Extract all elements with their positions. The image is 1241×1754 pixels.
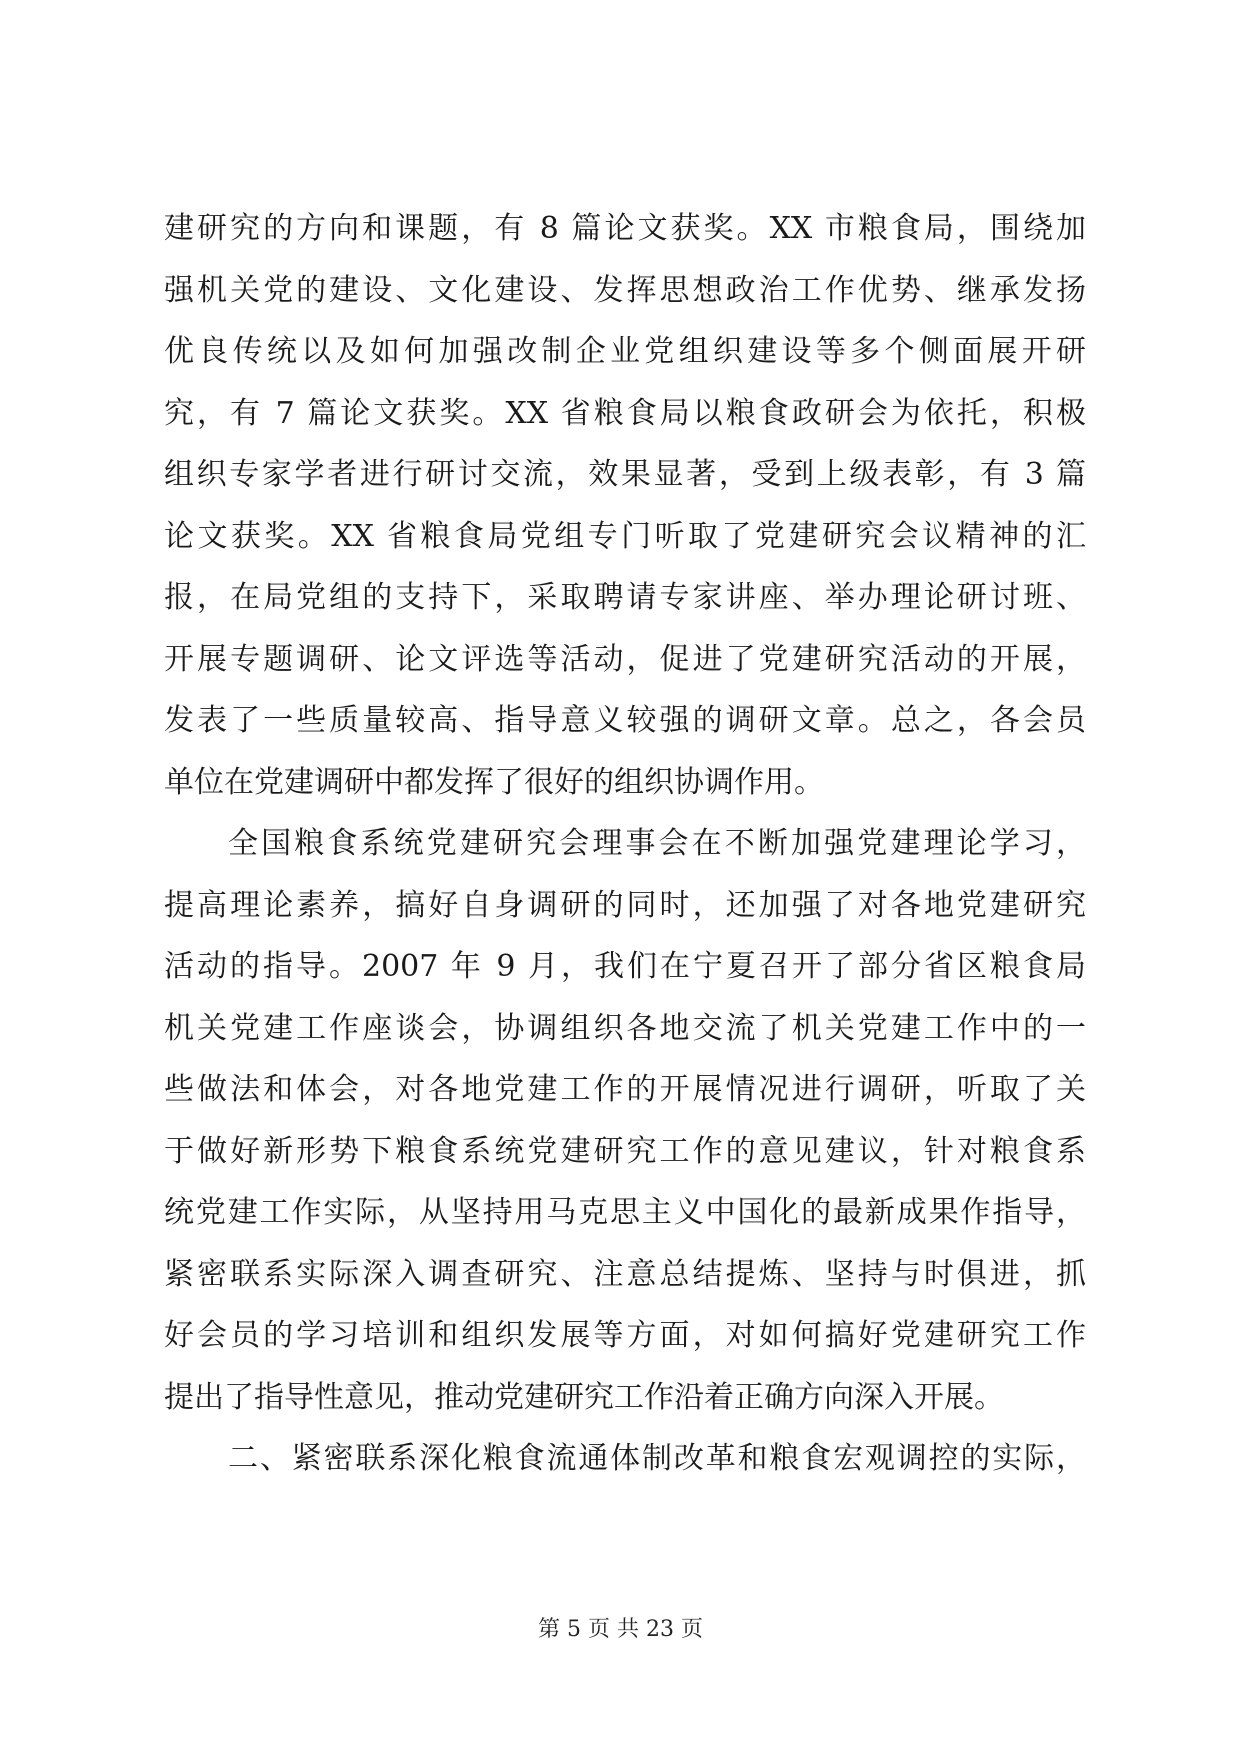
document-body [164, 198, 1086, 1490]
text-line: 究，有 7 篇论文获奖。XX 省粮食局以粮食政研会为依托，积极 [164, 395, 1086, 431]
text-line: 机关党建工作座谈会，协调组织各地交流了机关党建工作中的一 [164, 1010, 1086, 1046]
text-line: 提高理论素养，搞好自身调研的同时，还加强了对各地党建研究 [164, 887, 1086, 923]
text-line: 优良传统以及如何加强改制企业党组织建设等多个侧面展开研 [164, 334, 1086, 369]
paragraph-1 [164, 198, 1086, 813]
text-line: 好会员的学习培训和组织发展等方面，对如何搞好党建研究工作 [164, 1318, 1086, 1353]
text-line: 开展专题调研、论文评选等活动，促进了党建研究活动的开展， [164, 641, 1086, 677]
section-heading-line: 二、紧密联系深化粮食流通体制改革和粮食宏观调控的实际， [228, 1441, 1086, 1476]
text-line: 建研究的方向和课题，有 8 篇论文获奖。XX 市粮食局，围绕加 [164, 211, 1086, 246]
paragraph-2 [164, 813, 1086, 1428]
text-line: 提出了指导性意见，推动党建研究工作沿着正确方向深入开展。 [164, 1379, 1004, 1415]
paragraph-3 [164, 1428, 1086, 1490]
text-line: 报，在局党组的支持下，采取聘请专家讲座、举办理论研讨班、 [164, 580, 1086, 615]
text-line: 些做法和体会，对各地党建工作的开展情况进行调研，听取了关 [164, 1072, 1086, 1107]
text-line: 单位在党建调研中都发挥了很好的组织协调作用。 [164, 764, 824, 800]
text-line: 发表了一些质量较高、指导意义较强的调研文章。总之，各会员 [164, 703, 1086, 738]
text-line: 统党建工作实际，从坚持用马克思主义中国化的最新成果作指导， [164, 1195, 1086, 1230]
text-line: 组织专家学者进行研讨交流，效果显著，受到上级表彰，有 3 篇 [164, 457, 1086, 492]
text-line: 活动的指导。2007 年 9 月，我们在宁夏召开了部分省区粮食局 [164, 949, 1086, 984]
text-line: 全国粮食系统党建研究会理事会在不断加强党建理论学习， [228, 826, 1086, 861]
text-line: 于做好新形势下粮食系统党建研究工作的意见建议，针对粮食系 [164, 1133, 1086, 1169]
text-line: 论文获奖。XX 省粮食局党组专门听取了党建研究会议精神的汇 [164, 518, 1086, 554]
text-line: 强机关党的建设、文化建设、发挥思想政治工作优势、继承发扬 [164, 272, 1086, 308]
text-line: 紧密联系实际深入调查研究、注意总结提炼、坚持与时俱进，抓 [164, 1256, 1086, 1292]
page-number-footer: 第 5 页 共 23 页 [538, 1617, 703, 1642]
